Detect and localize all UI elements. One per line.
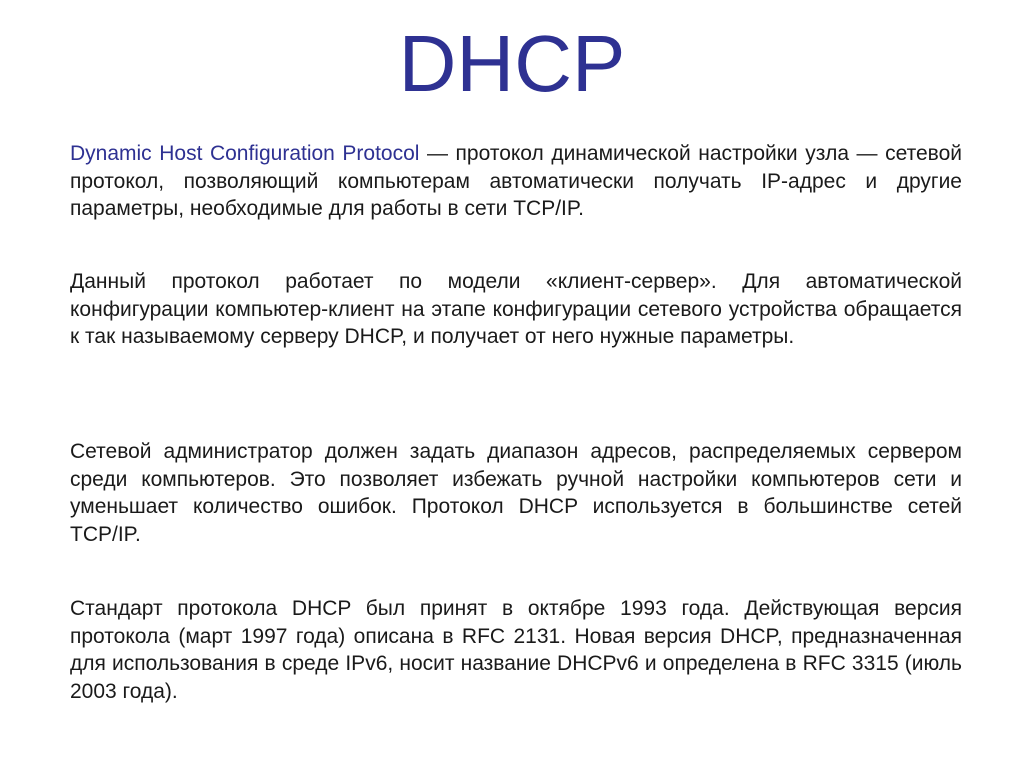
paragraph-administrator: Сетевой администратор должен задать диапазон адресов, распределяемых сервером среди компьютеров. Это позволяет избежать ручной настройки компьютеров сети и уменьшает количество ошибок. Протокол DHCP используется в большинстве сетей TCP/IP. (70, 440, 962, 546)
paragraph-definition (70, 140, 962, 223)
term-full-name: Dynamic Host Configuration Protocol (70, 142, 420, 165)
paragraph-client-server: Данный протокол работает по модели «клиент-сервер». Для автоматической конфигурации компьютер-клиент на этапе конфигурации сетевого устройства обращается к так называемому серверу DHCP, и получает от него нужные параметры. (70, 270, 962, 348)
paragraph-standard: Стандарт протокола DHCP был принят в октябре 1993 года. Действующая версия протокола (март 1997 года) описана в RFC 2131. Новая версия DHCP, предназначенная для использования в среде IPv6, носит название DHCPv6 и определена в RFC 3315 (июль 2003 года). (70, 597, 962, 703)
definition-text: — протокол динамической настройки узла — сетевой протокол, позволяющий компьютерам автоматически получать IP-адрес и другие параметры, необходимые для работы в сети TCP/IP. (70, 142, 962, 220)
slide-title: DHCP (398, 19, 626, 108)
